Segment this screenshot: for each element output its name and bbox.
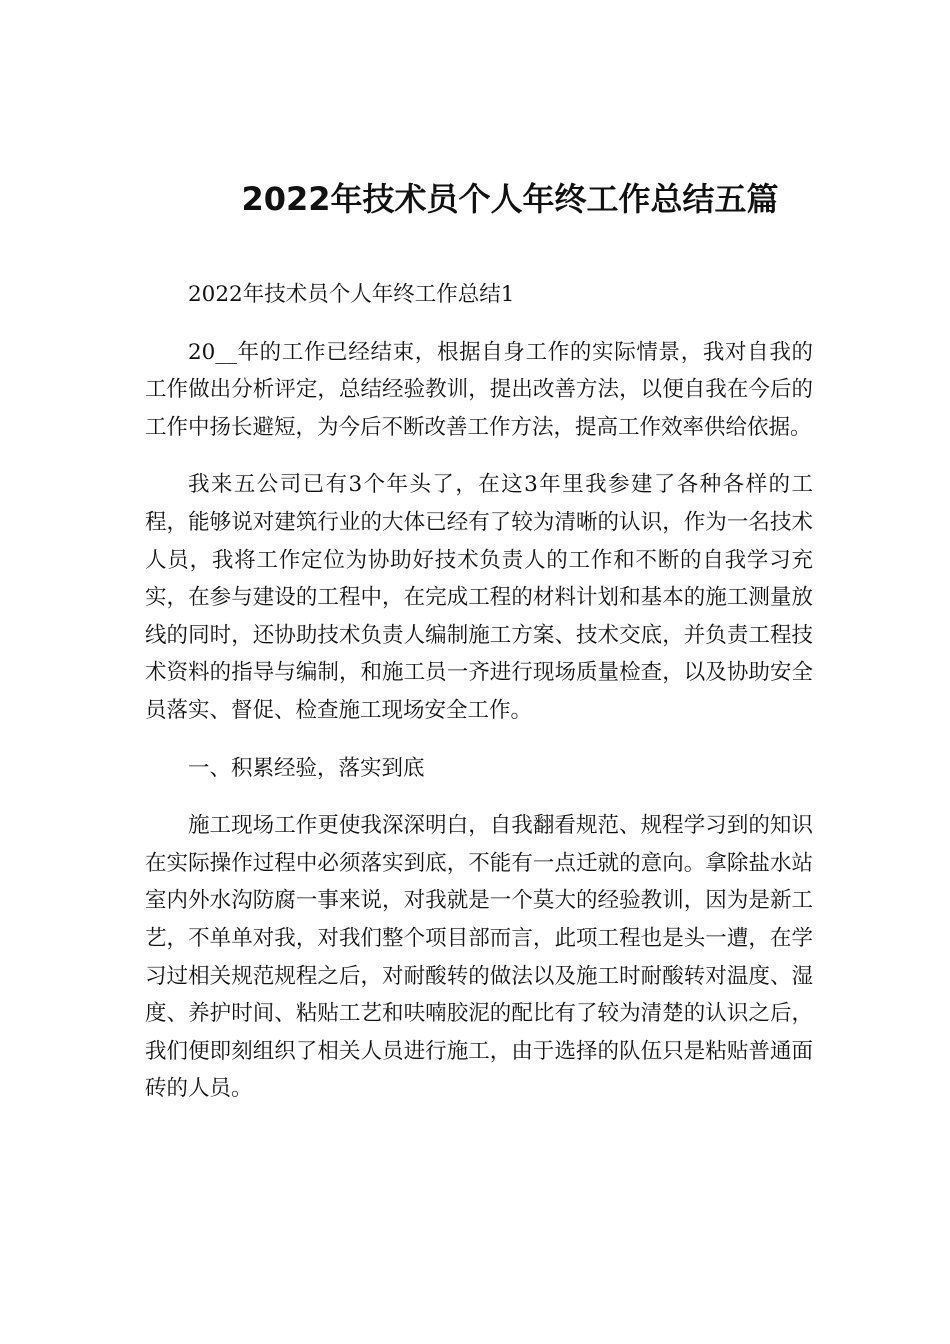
section-paragraph: 施工现场工作更使我深深明白，自我翻看规范、规程学习到的知识在实际操作过程中必须落实到底，不能有一点迁就的意向。拿除盐水站室内外水沟防腐一事来说，对我就是一个莫大的经验教训，因为是新工艺，不单单对我，对我们整个项目部而言，此项工程也是头一遭，在学习过相关规范规程之后，对耐酸转的做法以及施工时耐酸转对温度、湿度、养护时间、粘贴工艺和呋喃胶泥的配比有了较为清楚的认识之后，我们便即刻组织了相关人员进行施工，由于选择的队伍只是粘贴普通面砖的人员。 [145,813,813,1102]
section-heading: 一、积累经验，落实到底 [188,755,425,781]
document-body [145,276,813,1128]
document-subtitle: 2022年技术员个人年终工作总结1 [188,282,515,307]
document-title: 2022年技术员个人年终工作总结五篇 [241,180,779,218]
paragraph-intro: 20__年的工作已经结束，根据自身工作的实际情景，我对自我的工作做出分析评定，总结经验教训，提出改善方法，以便自我在今后的工作中扬长避短，为今后不断改善工作方法，提高工作效率供给依据。 [145,339,813,440]
paragraph-experience: 我来五公司已有3个年头了，在这3年里我参建了各种各样的工程，能够说对建筑行业的大体已经有了较为清晰的认识，作为一名技术人员，我将工作定位为协助好技术负责人的工作和不断的自我学习充实，在参与建设的工程中，在完成工程的材料计划和基本的施工测量放线的同时，还协助技术负责人编制施工方案、技术交底，并负责工程技术资料的指导与编制，和施工员一齐进行现场质量检查，以及协助安全员落实、督促、检查施工现场安全工作。 [145,472,813,723]
